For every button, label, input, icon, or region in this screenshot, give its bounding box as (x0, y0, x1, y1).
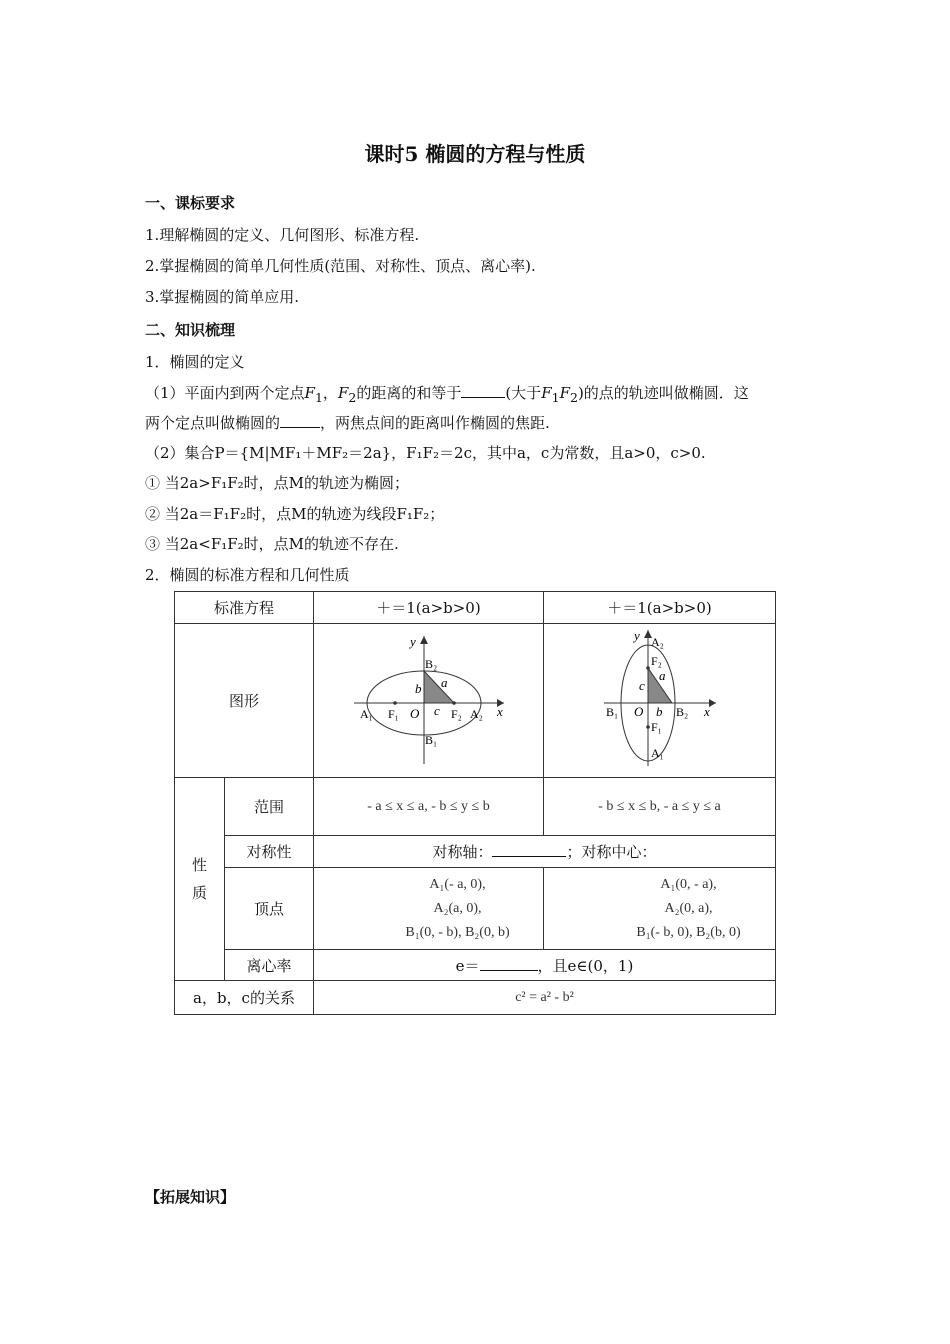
definition-paragraph-2: （2）集合P＝{M|MF₁＋MF₂＝2a}，F₁F₂＝2c，其中a，c为常数，且a>0，c>0. (145, 444, 706, 462)
blank-symmetry-axis[interactable] (492, 842, 566, 857)
svg-text:B₁: B₁ (424, 733, 438, 747)
svg-text:A₁: A₁ (359, 707, 373, 721)
svg-text:y: y (633, 628, 640, 643)
table-row (175, 868, 776, 950)
vertex-horizontal: A₁(- a, 0), A₂(a, 0), B₁(0, - b), B₂(0, b) (313, 868, 543, 950)
page-title: 课时5 椭圆的方程与性质 (364, 142, 586, 166)
subheading-standard-equation: 2．椭圆的标准方程和几何性质 (145, 566, 350, 584)
svg-text:A₂: A₂ (469, 707, 483, 721)
symmetry-cell: 对称轴： ；对称中心： (313, 836, 775, 868)
svg-text:y: y (409, 634, 416, 649)
svg-text:x: x (703, 704, 710, 719)
blank-foci[interactable] (280, 413, 320, 428)
vertical-ellipse-diagram (544, 624, 775, 773)
section-heading-extended: 【拓展知识】 (145, 1188, 236, 1206)
header-standard-equation: 标准方程 (175, 592, 314, 624)
label-abc-relation: a，b，c的关系 (175, 981, 314, 1015)
svg-text:F₂: F₂ (650, 654, 662, 668)
table-row (175, 836, 776, 868)
table-row (175, 624, 776, 778)
ellipse-properties-table (174, 591, 776, 1015)
svg-text:b: b (655, 704, 663, 719)
figure-horizontal-ellipse (313, 624, 543, 778)
requirement-item-1: 1.理解椭圆的定义、几何图形、标准方程. (145, 226, 420, 244)
svg-text:B₂: B₂ (424, 657, 438, 671)
equation-horizontal: ＋＝1(a>b>0) (313, 592, 543, 624)
table-row (175, 950, 776, 981)
svg-text:c: c (638, 678, 645, 693)
header-figure: 图形 (175, 624, 314, 778)
label-range: 范围 (225, 778, 314, 836)
label-eccentricity: 离心率 (225, 950, 314, 981)
svg-text:c: c (433, 703, 440, 718)
label-symmetry: 对称性 (225, 836, 314, 868)
svg-text:b: b (414, 681, 422, 696)
svg-text:F₂: F₂ (450, 707, 462, 721)
eccentricity-cell: e＝ ，且e∈(0，1) (313, 950, 775, 981)
horizontal-ellipse-diagram (314, 624, 543, 773)
definition-paragraph-1: （1）平面内到两个定点$F_1$，$F_2$的距离的和等于 (大于$F_1F_2$)的点的轨迹叫做椭圆．这 (145, 384, 749, 405)
svg-text:a: a (658, 668, 666, 683)
subheading-definition: 1．椭圆的定义 (145, 353, 245, 371)
requirement-item-3: 3.掌握椭圆的简单应用. (145, 288, 300, 306)
section-heading-requirements: 一、课标要求 (145, 194, 236, 212)
svg-text:B₂: B₂ (675, 705, 689, 719)
requirement-item-2: 2.掌握椭圆的简单几何性质(范围、对称性、顶点、离心率). (145, 257, 536, 275)
range-vertical: - b ≤ x ≤ b, - a ≤ y ≤ a (543, 778, 775, 836)
blank-2a[interactable] (461, 383, 505, 398)
svg-text:A₁: A₁ (650, 746, 664, 760)
case-1: ① 当2a>F₁F₂时，点M的轨迹为椭圆； (145, 474, 410, 492)
case-2: ② 当2a＝F₁F₂时，点M的轨迹为线段F₁F₂； (145, 505, 445, 523)
table-row (175, 778, 776, 836)
svg-text:F₁: F₁ (387, 707, 399, 721)
blank-eccentricity[interactable] (480, 956, 538, 971)
svg-text:a: a (440, 675, 448, 690)
table-row (175, 592, 776, 624)
vertex-vertical: A₁(0, - a), A₂(0, a), B₁(- b, 0), B₂(b, 0) (543, 868, 775, 950)
label-vertex: 顶点 (225, 868, 314, 950)
table-row (175, 981, 776, 1015)
svg-text:O: O (633, 704, 644, 719)
figure-vertical-ellipse (543, 624, 775, 778)
svg-text:O: O (409, 706, 420, 721)
svg-text:x: x (496, 704, 503, 719)
equation-vertical: ＋＝1(a>b>0) (543, 592, 775, 624)
section-heading-knowledge: 二、知识梳理 (145, 321, 236, 339)
abc-relation: c² = a² - b² (313, 981, 775, 1015)
svg-text:A₂: A₂ (650, 635, 664, 649)
definition-paragraph-1-cont: 两个定点叫做椭圆的 ，两焦点间的距离叫作椭圆的焦距. (145, 414, 550, 432)
svg-text:F₁: F₁ (650, 720, 662, 734)
header-properties: 性 质 (175, 778, 225, 981)
case-3: ③ 当2a<F₁F₂时，点M的轨迹不存在. (145, 535, 399, 553)
svg-text:B₁: B₁ (605, 705, 619, 719)
range-horizontal: - a ≤ x ≤ a, - b ≤ y ≤ b (313, 778, 543, 836)
